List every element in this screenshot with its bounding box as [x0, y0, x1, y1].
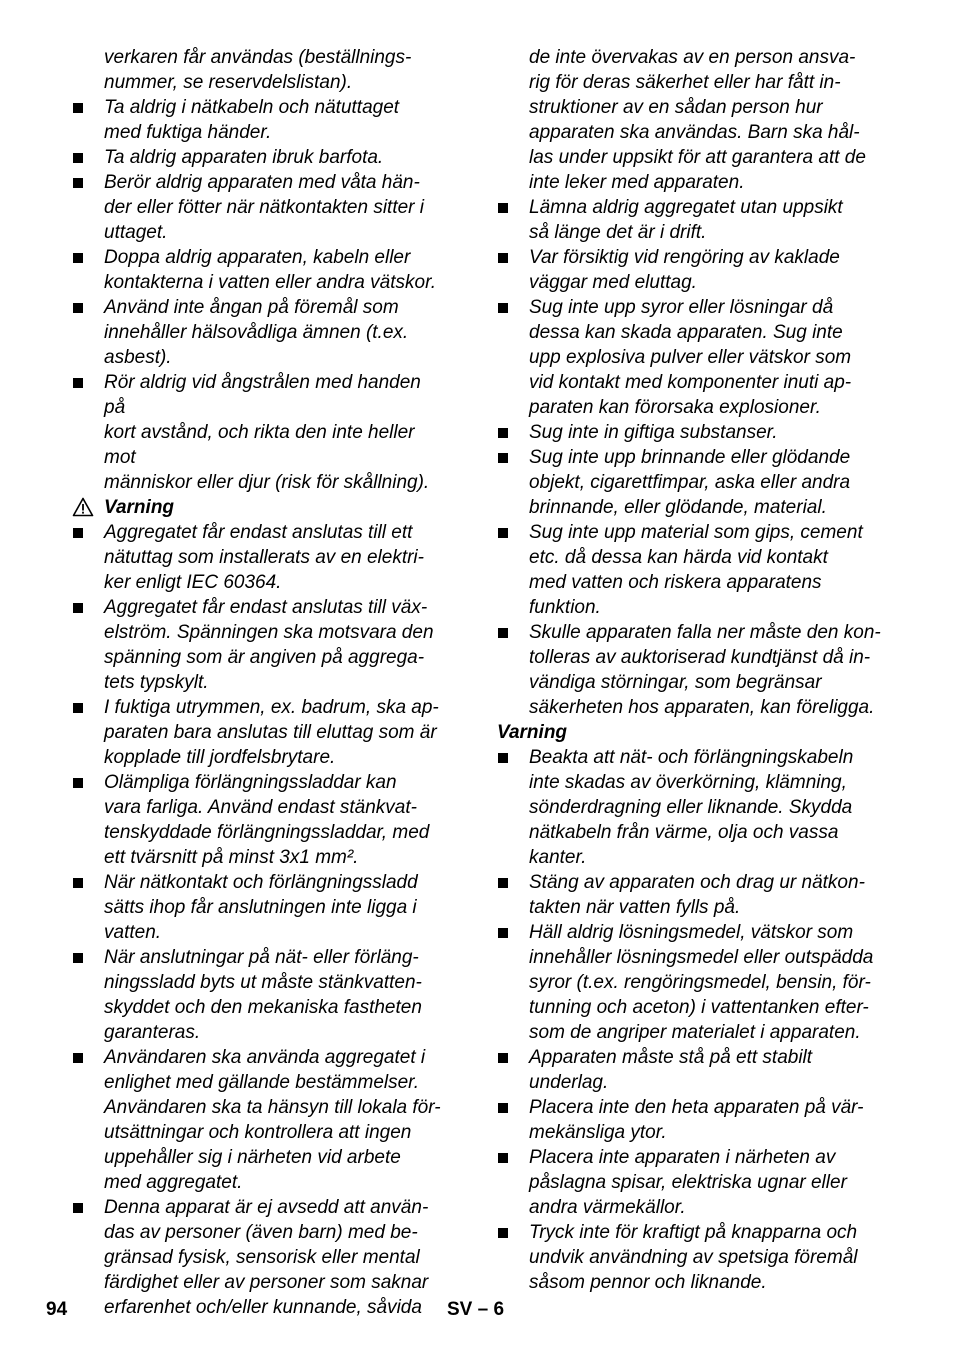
bullet-item [497, 420, 887, 445]
bullet-text: När anslutningar på nät- eller förläng- ningssladd byts ut måste stänkvatten- skyddet och den mekaniska fastheten garanteras. [104, 947, 422, 1043]
bullet-text: Ta aldrig i nätkabeln och nätuttaget med fuktiga händer. [104, 97, 400, 143]
square-bullet-icon [498, 528, 508, 538]
bullet-item [497, 520, 887, 620]
bullet-text: Sug inte upp syror eller lösningar då dessa kan skada apparaten. Sug inte upp explosiva pulver eller vätskor som vid kontakt med komponenter inuti ap- paraten kan förorsaka explosioner. [529, 297, 852, 418]
bullet-text: Användaren ska använda aggregatet i enlighet med gällande bestämmelser. Användaren ska ta hänsyn till lokala för- utsättningar och kontrollera att ingen uppehåller sig i närheten vid arbete med aggregatet. [104, 1047, 441, 1193]
bullet-item [72, 695, 444, 770]
bullet-text: Tryck inte för kraftigt på knapparna och undvik användning av spetsiga föremål såsom pennor och liknande. [529, 1222, 858, 1293]
left-column [72, 45, 444, 1320]
bullet-text: I fuktiga utrymmen, ex. badrum, ska ap- paraten bara anslutas till eluttag som är kopplade till jordfelsbrytare. [104, 697, 439, 768]
square-bullet-icon [73, 778, 83, 788]
square-bullet-icon [73, 153, 83, 163]
bullet-text: Häll aldrig lösningsmedel, vätskor som innehåller lösningsmedel eller outspädda syror (t.ex. rengöringsmedel, bensin, för- tunning och aceton) i vattentanken efter- som de angriper materialet i apparaten. [529, 922, 874, 1043]
bullet-text: Sug inte in giftiga substanser. [529, 422, 778, 443]
bullet-item [72, 870, 444, 945]
square-bullet-icon [73, 103, 83, 113]
square-bullet-icon [73, 303, 83, 313]
bullet-text: Berör aldrig apparaten med våta hän- der eller fötter när nätkontakten sitter i uttaget. [104, 172, 424, 243]
square-bullet-icon [498, 1053, 508, 1063]
bullet-text: Skulle apparaten falla ner måste den kon- tolleras av auktoriserad kundtjänst då in- vändiga störningar, som begränsar säkerheten hos apparaten, kan föreligga. [529, 622, 881, 718]
bullet-item [497, 745, 887, 870]
bullet-text: Placera inte apparaten i närheten av påslagna spisar, elektriska ugnar eller andra värmekällor. [529, 1147, 847, 1218]
bullet-item [72, 370, 444, 495]
right-bullet-list-b [497, 745, 887, 1295]
square-bullet-icon [73, 953, 83, 963]
square-bullet-icon [498, 253, 508, 263]
bullet-item [497, 245, 887, 295]
square-bullet-icon [498, 928, 508, 938]
warning-heading-right: Varning [497, 722, 568, 743]
square-bullet-icon [73, 528, 83, 538]
bullet-text: Sug inte upp brinnande eller glödande objekt, cigarettfimpar, aska eller andra brinnande, eller glödande, material. [529, 447, 851, 518]
square-bullet-icon [498, 428, 508, 438]
bullet-text: Använd inte ångan på föremål som innehåller hälsovådliga ämnen (t.ex. asbest). [104, 297, 409, 368]
warning-triangle-icon [72, 497, 94, 517]
bullet-text: Beakta att nät- och förlängningskabeln inte skadas av överkörning, klämning, sönderdragning eller liknande. Skydda nätkabeln från värme, olja och vassa kanter. [529, 747, 854, 868]
bullet-item [497, 195, 887, 245]
bullet-item [497, 920, 887, 1045]
bullet-item [72, 520, 444, 595]
bullet-item [497, 1095, 887, 1145]
right-bullet-list-a [497, 195, 887, 720]
warning-heading-left [72, 495, 444, 520]
bullet-item [72, 595, 444, 695]
bullet-item [72, 145, 444, 170]
bullet-item [497, 1145, 887, 1220]
square-bullet-icon [73, 253, 83, 263]
square-bullet-icon [73, 603, 83, 613]
right-column [497, 45, 887, 1295]
bullet-item [72, 770, 444, 870]
bullet-text: Aggregatet får endast anslutas till väx- elström. Spänningen ska motsvara den spänning som är angiven på aggrega- tets typskylt. [104, 597, 434, 693]
bullet-item [72, 245, 444, 295]
square-bullet-icon [73, 703, 83, 713]
square-bullet-icon [498, 303, 508, 313]
square-bullet-icon [73, 878, 83, 888]
bullet-item [497, 1045, 887, 1095]
right-continuation: de inte övervakas av en person ansva- rig för deras säkerhet eller har fått in- struktioner av en sådan person hur apparaten ska användas. Barn ska hål- las under uppsikt för att garantera att de inte leker med apparaten. [529, 47, 866, 193]
square-bullet-icon [498, 453, 508, 463]
left-intro-continuation: verkaren får användas (beställnings- nummer, se reservdelslistan). [104, 47, 412, 93]
bullet-item [72, 95, 444, 145]
bullet-text: Stäng av apparaten och drag ur nätkon- takten när vatten fylls på. [529, 872, 865, 918]
left-bullet-list-b [72, 520, 444, 1320]
square-bullet-icon [498, 628, 508, 638]
bullet-text: Lämna aldrig aggregatet utan uppsikt så länge det är i drift. [529, 197, 843, 243]
bullet-text: Aggregatet får endast anslutas till ett nätuttag som installerats av en elektri- ker enligt IEC 60364. [104, 522, 424, 593]
bullet-item [497, 870, 887, 920]
warning-heading-left-label: Varning [104, 497, 175, 518]
left-bullet-list-a [72, 95, 444, 495]
square-bullet-icon [498, 1228, 508, 1238]
bullet-item [72, 1195, 444, 1320]
square-bullet-icon [73, 378, 83, 388]
square-bullet-icon [498, 1103, 508, 1113]
square-bullet-icon [498, 1153, 508, 1163]
bullet-text: Olämpliga förlängningssladdar kan vara farliga. Använd endast stänkvat- tenskyddade förlängningssladdar, med ett tvärsnitt på minst 3x1 mm². [104, 772, 430, 868]
bullet-text: Var försiktig vid rengöring av kaklade väggar med eluttag. [529, 247, 840, 293]
bullet-item [72, 945, 444, 1045]
square-bullet-icon [73, 1203, 83, 1213]
square-bullet-icon [73, 1053, 83, 1063]
bullet-text: Doppa aldrig apparaten, kabeln eller kontakterna i vatten eller andra vätskor. [104, 247, 436, 293]
bullet-text: Denna apparat är ej avsedd att använ- das av personer (även barn) med be- gränsad fysisk, sensorisk eller mental färdighet eller av personer som saknar erfarenhet och/eller kunnande, såvida [104, 1197, 429, 1318]
bullet-text: Ta aldrig apparaten ibruk barfota. [104, 147, 384, 168]
square-bullet-icon [498, 203, 508, 213]
square-bullet-icon [498, 753, 508, 763]
bullet-text: Placera inte den heta apparaten på vär- mekänsliga ytor. [529, 1097, 864, 1143]
section-label: SV – 6 [447, 1299, 505, 1320]
bullet-text: Sug inte upp material som gips, cement etc. då dessa kan härda vid kontakt med vatten och riskera apparatens funktion. [529, 522, 863, 618]
bullet-text: Apparaten måste stå på ett stabilt underlag. [529, 1047, 813, 1093]
bullet-item [72, 170, 444, 245]
square-bullet-icon [73, 178, 83, 188]
square-bullet-icon [498, 878, 508, 888]
bullet-item [497, 445, 887, 520]
bullet-text: Rör aldrig vid ångstrålen med handen på kort avstånd, och rikta den inte heller mot människor eller djur (risk för skållning). [104, 372, 430, 493]
bullet-item [72, 295, 444, 370]
bullet-text: När nätkontakt och förlängningssladd sätts ihop får anslutningen inte ligga i vatten. [104, 872, 418, 943]
bullet-item [497, 1220, 887, 1295]
bullet-item [72, 1045, 444, 1195]
page-number: 94 [46, 1299, 68, 1320]
bullet-item [497, 620, 887, 720]
bullet-item [497, 295, 887, 420]
